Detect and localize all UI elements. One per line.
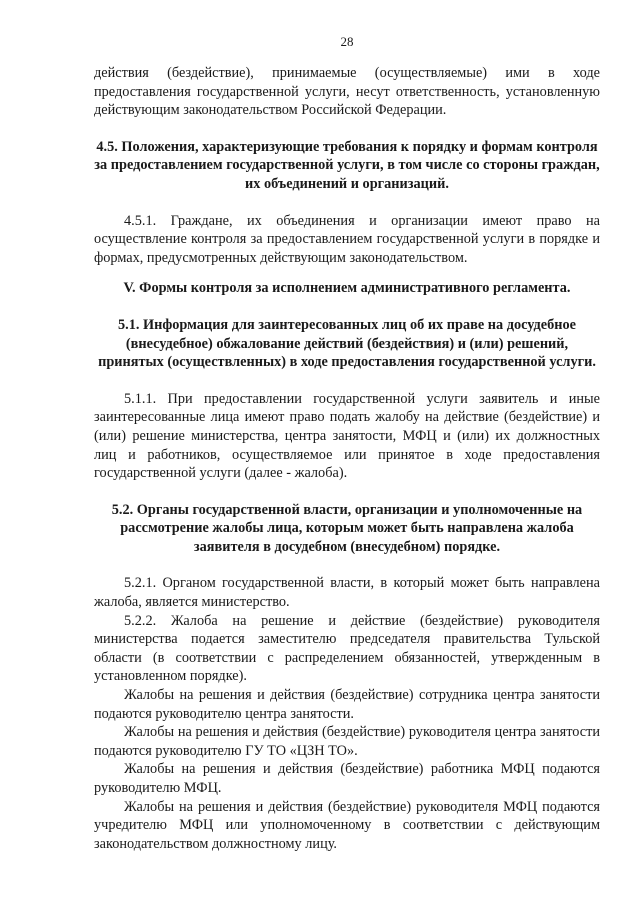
heading-4-5: 4.5. Положения, характеризующие требования к порядку и формам контроля за предоставлением государственной услуги, в том числе со стороны граждан, их объединений и организаций. bbox=[94, 138, 600, 192]
paragraph-4-5-1: 4.5.1. Граждане, их объединения и организации имеют право на осуществление контроля за предоставлением государственной услуги в порядке и формах, предусмотренных действующим законодательством. bbox=[94, 212, 600, 266]
heading-section-v: V. Формы контроля за исполнением административного регламента. bbox=[123, 280, 571, 297]
paragraph-complaint-mfc-head: Жалобы на решения и действия (бездействие) руководителя МФЦ подаются учредителю МФЦ или уполномоченному в соответствии с действующим законодательством должностному лицу. bbox=[94, 798, 600, 852]
paragraph-5-1-1: 5.1.1. При предоставлении государственной услуги заявитель и иные заинтересованные лица имеют право подать жалобу на действие (бездействие) и (или) решение министерства, центра занятости, МФЦ и (или) их должностных лиц и работников, осуществляемое или принятое в ходе предоставления государственной услуги (далее - жалоба). bbox=[94, 390, 600, 482]
paragraph-complaint-mfc-worker: Жалобы на решения и действия (бездействие) работника МФЦ подаются руководителю МФЦ. bbox=[94, 761, 600, 796]
paragraph-complaint-head: Жалобы на решения и действия (бездействие) руководителя центра занятости подаются руководителю ГУ ТО «ЦЗН ТО». bbox=[94, 724, 600, 759]
page-number: 28 bbox=[340, 34, 354, 49]
heading-5-2: 5.2. Органы государственной власти, организации и уполномоченные на рассмотрение жалобы лица, которым может быть направлена жалоба заявителя в досудебном (внесудебном) порядке. bbox=[111, 501, 583, 555]
document-body bbox=[94, 64, 600, 853]
paragraph-complaint-employee: Жалобы на решения и действия (бездействие) сотрудника центра занятости подаются руководителю центра занятости. bbox=[94, 687, 600, 722]
heading-5-1: 5.1. Информация для заинтересованных лиц об их праве на досудебное (внесудебное) обжалование действий (бездействия) и (или) решений, принятых (осуществленных) в ходе предоставления государственной услуги. bbox=[98, 316, 596, 371]
paragraph-5-2-1: 5.2.1. Органом государственной власти, в который может быть направлена жалоба, является министерство. bbox=[94, 575, 600, 611]
paragraph-intro: действия (бездействие), принимаемые (осуществляемые) ими в ходе предоставления государственной услуги, несут ответственность, установленную действующим законодательством Российской Федерации. bbox=[94, 65, 600, 119]
paragraph-5-2-2: 5.2.2. Жалоба на решение и действие (бездействие) руководителя министерства подается заместителю председателя правительства Тульской области (в соответствии с распределением обязанностей, утвержденным в установленном порядке). bbox=[94, 612, 600, 685]
